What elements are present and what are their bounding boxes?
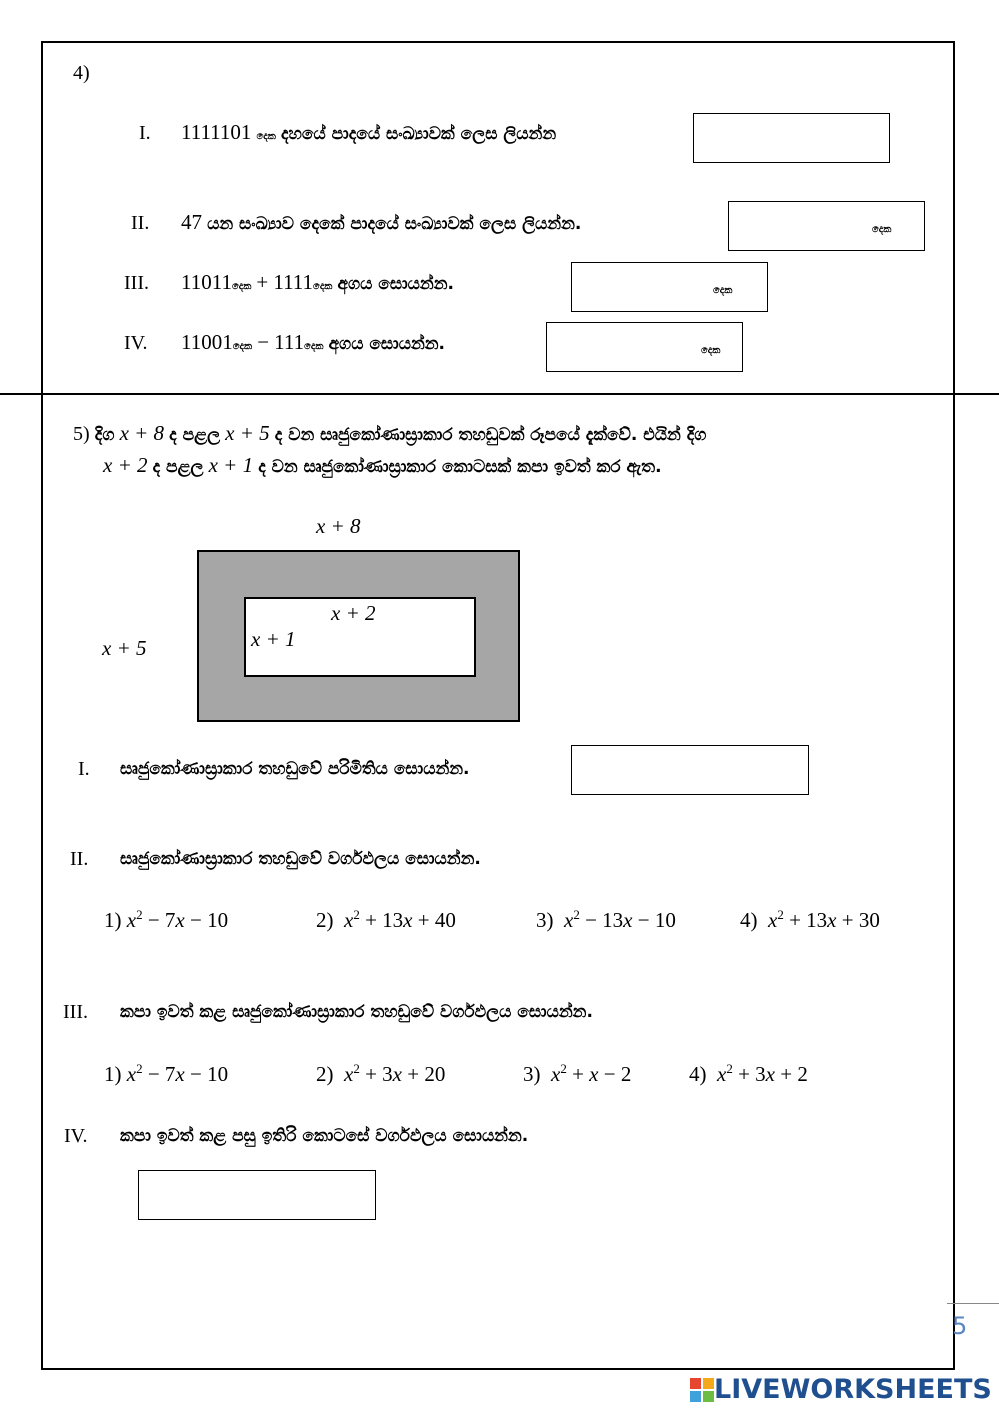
q4-part3-a: 11011 xyxy=(181,270,232,294)
q5-word1: දිග xyxy=(94,425,115,445)
page-number: 5 xyxy=(952,1312,968,1340)
section-divider xyxy=(0,393,999,395)
q4-part3-b: 1111 xyxy=(273,270,314,294)
q5-part2-option1[interactable]: 1) $x^2 - 7x - 10$ xyxy=(104,907,229,932)
q4-part2-value: 47 xyxy=(181,210,202,234)
page-number-rule xyxy=(947,1303,999,1304)
q4-part2-roman: II. xyxy=(131,212,150,234)
q5-part1-text: සෘජුකෝණාස්‍රාකාර තහඩුවේ පරිමිතිය සොයන්න. xyxy=(120,759,470,779)
q5-part4-answer-box[interactable] xyxy=(138,1170,376,1220)
q4-part3-a-sub: දෙක xyxy=(231,281,252,292)
q4-part2-text: යන සංඛ්‍යාව දෙකේ පාදයේ සංඛ්‍යාවක් ලෙස ලියන්න. xyxy=(207,214,582,234)
q5-part3-option3[interactable]: 3) $x^2 + x - 2$ xyxy=(523,1061,632,1086)
q5-part2-option3[interactable]: 3) $x^2 - 13x - 10$ xyxy=(536,907,676,932)
q4-part4-a-sub: දෙක xyxy=(232,341,253,352)
q4-part3-question xyxy=(181,270,454,295)
brand-text: LIVEWORKSHEETS xyxy=(714,1374,992,1405)
liveworksheets-logo xyxy=(690,1374,992,1405)
q4-part4-question xyxy=(181,330,445,355)
q4-part2-question xyxy=(181,210,581,235)
q4-part1-sub: දෙක xyxy=(256,131,276,142)
q4-part4-b-sub: දෙක xyxy=(304,341,324,352)
q4-part3-roman: III. xyxy=(124,272,149,294)
q5-intro-line2 xyxy=(103,453,662,478)
q4-part4-roman: IV. xyxy=(124,332,148,354)
q4-part4-a: 11001 xyxy=(181,330,233,354)
q5-word3: ද වන සෘජුකෝණාස්‍රාකාර තහඩුවක් රූපයේ දැක්වේ. එයින් දිග xyxy=(274,425,707,445)
q4-part1-question xyxy=(181,120,556,145)
q4-part1-roman: I. xyxy=(139,122,151,144)
inner-width-label: x + 1 xyxy=(251,627,296,651)
q4-part4-op: − xyxy=(257,330,270,354)
q4-part1-answer-box[interactable] xyxy=(693,113,890,163)
q4-part3-op: + xyxy=(256,270,269,294)
q4-part3-text: අගය සොයන්න. xyxy=(337,274,454,294)
q4-part4-box-label: දෙක xyxy=(701,345,721,356)
q5-part3-option1[interactable]: 1) $x^2 - 7x - 10$ xyxy=(104,1061,229,1086)
q4-part4-answer-box[interactable] xyxy=(546,322,743,372)
q5-part1-roman: I. xyxy=(78,758,90,780)
q5-part4-roman: IV. xyxy=(64,1125,88,1147)
q5-expr2: x + 5 xyxy=(225,421,270,445)
q5-part2-text: සෘජුකෝණාස්‍රාකාර තහඩුවේ වර්ගඵලය සොයන්න. xyxy=(120,849,481,869)
q5-expr3: x + 2 xyxy=(103,453,148,477)
q5-number: 5) xyxy=(73,423,90,445)
q4-part2-answer-box[interactable] xyxy=(728,201,925,251)
q5-word5: ද වන සෘජුකෝණාස්‍රාකාර කොටසක් කපා ඉවත් කර ඇත. xyxy=(258,457,662,477)
q4-part4-b: 111 xyxy=(274,330,305,354)
inner-length-label: x + 2 xyxy=(331,601,376,625)
q4-part3-b-sub: දෙක xyxy=(313,281,333,292)
q4-part2-box-label: දෙක xyxy=(872,224,892,235)
q5-part3-option4[interactable]: 4) $x^2 + 3x + 2$ xyxy=(689,1061,808,1086)
q5-word4: ද පළල xyxy=(152,457,204,477)
q5-word2: ද පළල xyxy=(169,425,221,445)
q5-part1-answer-box[interactable] xyxy=(571,745,809,795)
q5-part3-text: කපා ඉවත් කළ සෘජුකෝණාස්‍රාකාර තහඩුවේ වර්ගඵලය සොයන්න. xyxy=(120,1002,593,1022)
q4-part3-box-label: දෙක xyxy=(713,285,733,296)
q4-part4-text: අගය සොයන්න. xyxy=(328,334,446,354)
q5-part2-roman: II. xyxy=(70,848,89,870)
q5-part3-option2[interactable]: 2) $x^2 + 3x + 20$ xyxy=(316,1061,446,1086)
outer-width-label: x + 5 xyxy=(102,636,147,660)
q4-part1-value: 1111101 xyxy=(181,120,252,144)
logo-icon xyxy=(690,1378,714,1402)
q5-intro-line1 xyxy=(73,421,933,446)
q5-part3-roman: III. xyxy=(63,1001,88,1023)
q4-part3-answer-box[interactable] xyxy=(571,262,768,312)
q4-part1-text: දහයේ පාදයේ සංඛ්‍යාවක් ලෙස ලියන්න xyxy=(280,124,557,144)
q5-part2-option4[interactable]: 4) $x^2 + 13x + 30$ xyxy=(740,907,880,932)
q5-part2-option2[interactable]: 2) $x^2 + 13x + 40$ xyxy=(316,907,456,932)
q5-expr4: x + 1 xyxy=(208,453,254,477)
q5-expr1: x + 8 xyxy=(119,421,165,445)
q4-number: 4) xyxy=(73,62,90,84)
q5-part4-text: කපා ඉවත් කළ පසු ඉතිරි කොටසේ වර්ගඵලය සොයන්න. xyxy=(120,1126,529,1146)
outer-length-label: x + 8 xyxy=(316,514,361,538)
